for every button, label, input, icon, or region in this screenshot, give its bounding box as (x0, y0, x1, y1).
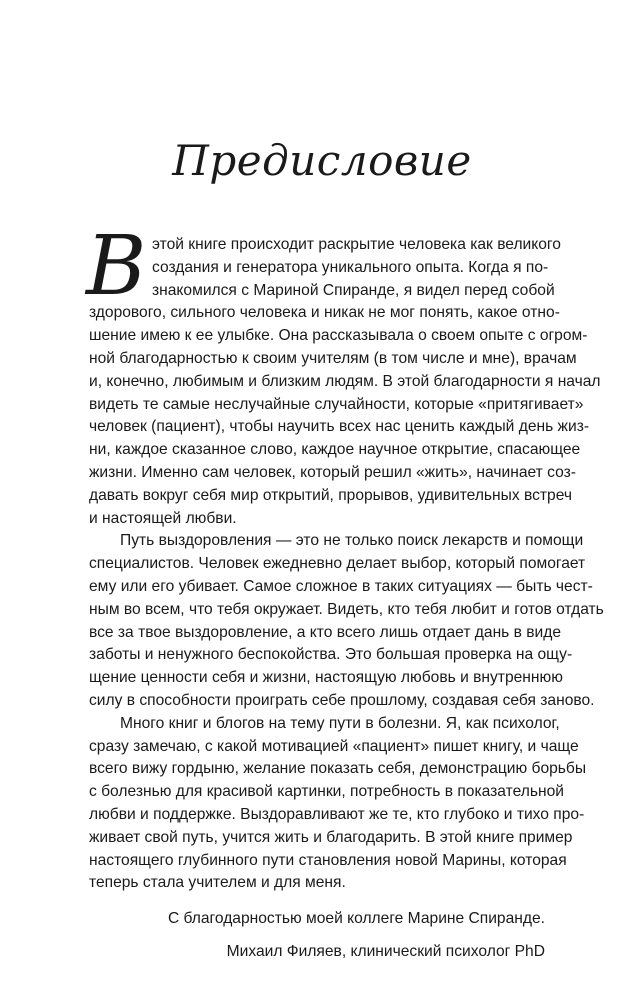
dedication-line: С благодарностью моей коллеге Марине Спиранде. (167, 910, 545, 928)
text-line: ным во всем, что тебя окружает. Видеть, кто тебя любит и готов отдать (89, 600, 604, 618)
author-signature: Михаил Филяев, клинический психолог PhD (226, 942, 545, 960)
text-line: здорового, сильного человека и никак не мог понять, какое отно- (89, 304, 560, 322)
text-line: ему или его убивает. Самое сложное в таких ситуациях — быть чест- (89, 577, 593, 595)
text-line: ной благодарностью к своим учителям (в том числе и мне), врачам (89, 349, 577, 367)
text-line: человек (пациент), чтобы научить всех нас ценить каждый день жиз- (89, 418, 590, 436)
drop-cap-letter: В (86, 219, 147, 314)
text-line: давать вокруг себя мир открытий, прорывов, удивительных встреч (89, 486, 573, 504)
text-line: сразу замечаю, с какой мотивацией «пациент» пишет книгу, и чаще (89, 737, 579, 755)
text-line: Много книг и блогов на тему пути в болезни. Я, как психолог, (120, 714, 560, 732)
text-line: щение ценности себя и жизни, настоящую любовь и внутреннюю (89, 669, 563, 687)
text-line: и, конечно, любимым и близким людям. В этой благодарности я начал (89, 372, 601, 390)
text-line: Путь выздоровления — это не только поиск лекарств и помощи (120, 532, 584, 550)
paragraph-1 (89, 234, 601, 530)
text-line: силу в способности проиграть себе прошлому, создавая себя заново. (89, 691, 595, 709)
text-line: теперь стала учителем и для меня. (89, 874, 346, 892)
paragraph-2 (89, 530, 604, 712)
text-line: всего вижу гордыню, желание показать себя, демонстрацию борьбы (89, 760, 587, 778)
text-line: шение имею к ее улыбке. Она рассказывала о своем опыте с огром- (89, 327, 588, 345)
preface-body (86, 219, 604, 964)
text-line: настоящего глубинного пути становления новой Марины, которая (89, 851, 567, 869)
text-line: жизни. Именно сам человек, который решил «жить», начинает соз- (89, 463, 576, 481)
text-line: заботы и ненужного беспокойства. Это большая проверка на ощу- (89, 646, 573, 664)
text-line: живает свой путь, учится жить и благодарить. В этой книге пример (89, 828, 573, 846)
text-line: с болезнью для красивой картинки, потребность в показательной (89, 783, 564, 801)
text-line: специалистов. Человек ежедневно делает выбор, который помогает (89, 555, 586, 573)
text-line: и настоящей любви. (89, 509, 237, 527)
text-line: создания и генератора уникального опыта. Когда я по- (152, 258, 549, 276)
page-title: Предисловие (172, 136, 472, 185)
text-line: видеть те самые неслучайные случайности, которые «притягивает» (89, 395, 584, 413)
text-line: все за твое выздоровление, а кто всего лишь отдает дань в виде (89, 623, 562, 641)
text-line: знакомился с Мариной Спиранде, я видел перед собой (152, 281, 555, 299)
text-line: этой книге происходит раскрытие человека как великого (152, 236, 561, 253)
text-line: любви и поддержке. Выздоравливают же те, кто глубоко и тихо про- (89, 805, 585, 823)
text-line: ни, каждое сказанное слово, каждое научное открытие, спасающее (89, 441, 581, 459)
paragraph-3 (89, 713, 587, 895)
